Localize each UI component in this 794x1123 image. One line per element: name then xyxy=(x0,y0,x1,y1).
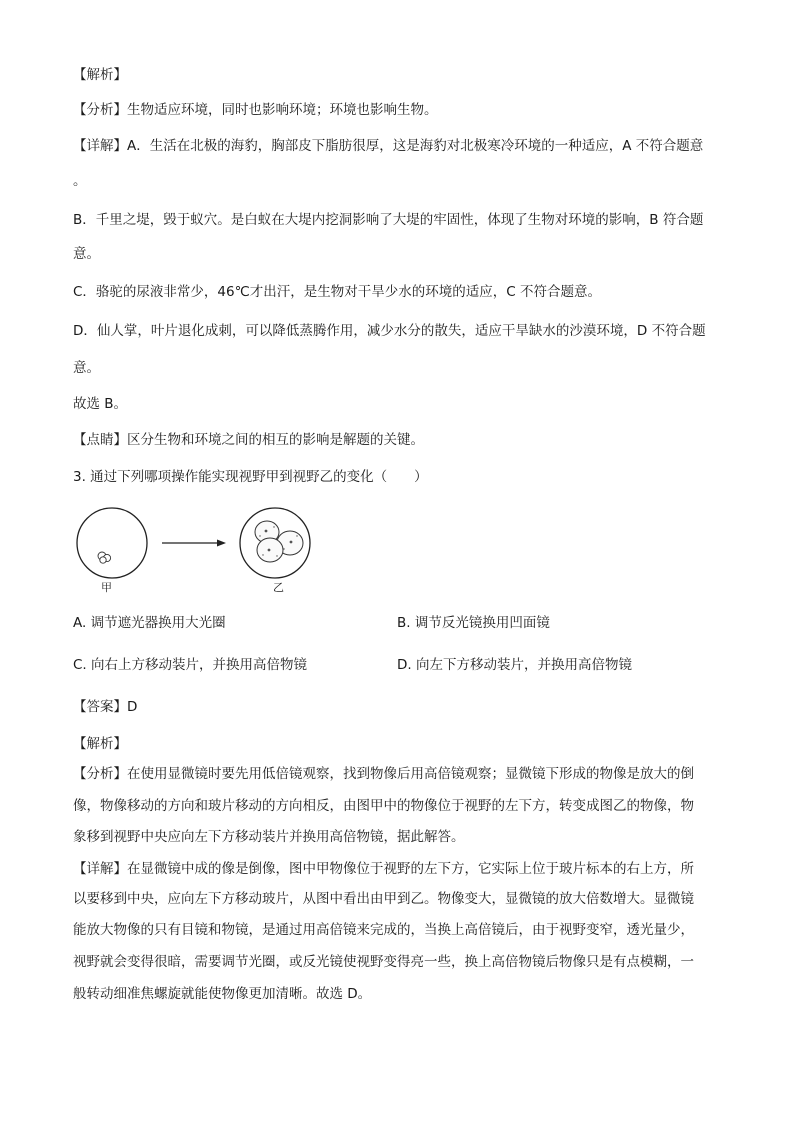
detail-paragraph-a xyxy=(73,137,703,155)
option-a: A. 调节遮光器换用大光圈 xyxy=(73,615,226,631)
answer-tag: 【答案】 xyxy=(73,699,127,715)
arrow-head-icon xyxy=(217,540,226,547)
dianjing-text: 区分生物和环境之间的相互的影响是解题的关键。 xyxy=(127,432,424,448)
option-a-continuation: 。 xyxy=(73,173,87,189)
conclusion: 故选 B。 xyxy=(73,396,128,412)
option-a-explanation: A．生活在北极的海豹，胸部皮下脂肪很厚，这是海豹对北极寒冷环境的一种适应，A 不符合题意 xyxy=(127,138,704,154)
large-cells-icon xyxy=(255,521,303,562)
option-d-explanation-line1: D．仙人掌，叶片退化成刺，可以降低蒸腾作用，减少水分的散失，适应干旱缺水的沙漠环境，D 不符合题 xyxy=(73,323,706,339)
xiangjie-2-text1: 在显微镜中成的像是倒像，图中甲物像位于视野的左下方，它实际上位于玻片标本的右上方，所 xyxy=(127,861,694,877)
option-d-explanation-line2: 意。 xyxy=(73,360,100,376)
fenxi-tag-2: 【分析】 xyxy=(73,766,127,782)
option-c: C. 向右上方移动装片，并换用高倍物镜 xyxy=(73,657,308,673)
xiangjie-2-line3: 能放大物像的只有目镜和物镜，是通过用高倍镜来完成的，当换上高倍镜后，由于视野变窄，透光量少， xyxy=(73,922,694,938)
microscope-field-diagram xyxy=(70,505,330,595)
option-b: B. 调节反光镜换用凹面镜 xyxy=(397,615,550,631)
option-b-explanation-line2: 意。 xyxy=(73,246,100,262)
fenxi-text: 生物适应环境，同时也影响环境；环境也影响生物。 xyxy=(127,102,438,118)
answer-line xyxy=(73,698,137,716)
option-b-explanation-line1: B．千里之堤，毁于蚁穴。是白蚁在大堤内挖洞影响了大堤的牢固性，体现了生物对环境的影响，B 符合题 xyxy=(73,212,704,228)
jiexi-tag: 【解析】 xyxy=(73,67,127,83)
analysis-paragraph xyxy=(73,101,438,119)
fenxi-2-line2: 像，物像移动的方向和玻片移动的方向相反，由图甲中的物像位于视野的左下方，转变成图乙的物像，物 xyxy=(73,798,694,814)
xiangjie-tag: 【详解】 xyxy=(73,138,127,154)
xiangjie-2-line5: 般转动细准焦螺旋就能使物像更加清晰。故选 D。 xyxy=(73,986,372,1002)
jiexi-tag-2: 【解析】 xyxy=(73,736,127,752)
option-c-explanation: C．骆驼的尿液非常少，46℃才出汗，是生物对干旱少水的环境的适应，C 不符合题意。 xyxy=(73,284,601,300)
xiangjie-2-line1 xyxy=(73,860,694,878)
fenxi-2-text1: 在使用显微镜时要先用低倍镜观察，找到物像后用高倍镜观察；显微镜下形成的物像是放大的倒 xyxy=(127,766,694,782)
dianjing-tag: 【点睛】 xyxy=(73,432,127,448)
analysis-heading xyxy=(73,66,127,84)
xiangjie-2-line2: 以要移到中央，应向左下方移动玻片，从图中看出由甲到乙。物像变大，显微镜的放大倍数增大。显微镜 xyxy=(73,891,694,907)
option-d: D. 向左下方移动装片，并换用高倍物镜 xyxy=(397,657,632,673)
xiangjie-tag-2: 【详解】 xyxy=(73,861,127,877)
fenxi-2-line1 xyxy=(73,765,694,783)
label-yi: 乙 xyxy=(273,581,284,594)
fenxi-2-line3: 象移到视野中央应向左下方移动装片并换用高倍物镜，据此解答。 xyxy=(73,829,465,845)
answer-value: D xyxy=(127,699,138,715)
label-jia: 甲 xyxy=(101,581,112,594)
dianjing-paragraph xyxy=(73,431,424,449)
analysis-heading-2 xyxy=(73,735,127,753)
xiangjie-2-line4: 视野就会变得很暗，需要调节光圈，或反光镜使视野变得亮一些，换上高倍物镜后物像只是有点模糊，一 xyxy=(73,954,694,970)
small-cells-icon xyxy=(98,552,111,563)
fenxi-tag: 【分析】 xyxy=(73,102,127,118)
question-3-stem: 3. 通过下列哪项操作能实现视野甲到视野乙的变化（ ） xyxy=(73,469,428,485)
field-jia-circle xyxy=(77,508,147,578)
